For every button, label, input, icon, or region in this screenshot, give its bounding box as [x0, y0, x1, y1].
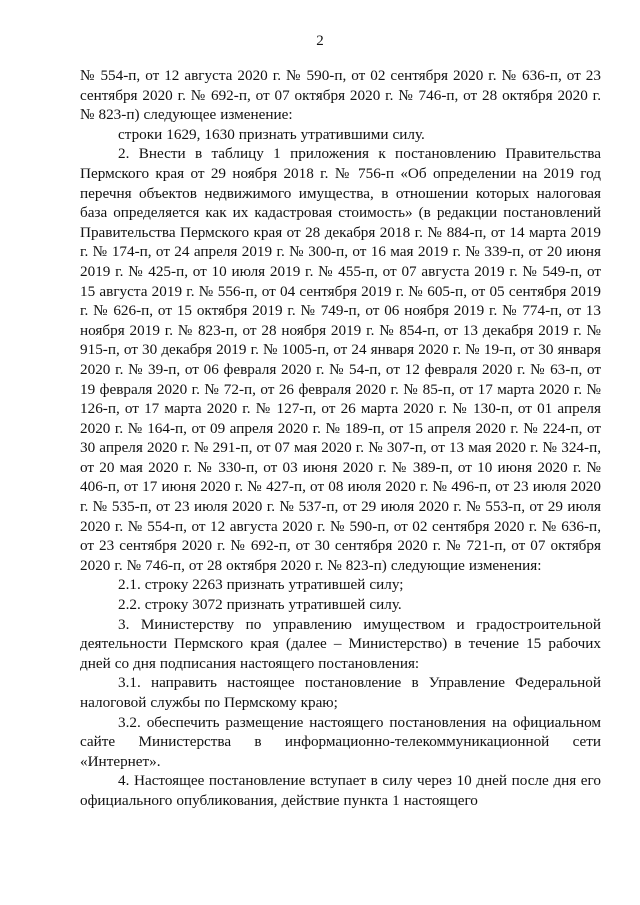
paragraph-item-4: 4. Настоящее постановление вступает в силу через 10 дней после дня его официального опубликования, действие пункта 1 настоящего: [80, 772, 601, 809]
paragraph-item-2: 2. Внести в таблицу 1 приложения к постановлению Правительства Пермского края от 29 ноября 2018 г. № 756-п «Об определении на 2019 год перечня объектов недвижимого имущества, в отношении которых налоговая база определяется как их кадастровая стоимость» (в редакции постановлений Правительства Пермского края от 28 декабря 2018 г. № 884-п, от 14 марта 2019 г. № 174-п, от 24 апреля 2019 г. № 300-п, от 16 мая 2019 г. № 339-п, от 20 июня 2019 г. № 425-п, от 10 июля 2019 г. № 455-п, от 07 августа 2019 г. № 549-п, от 15 августа 2019 г. № 556-п, от 04 сентября 2019 г. № 605-п, от 05 сентября 2019 г. № 626-п, от 15 октября 2019 г. № 749-п, от 06 ноября 2019 г. № 774-п, от 13 ноября 2019 г. № 823-п, от 28 ноября 2019 г. № 854-п, от 13 декабря 2019 г. № 915-п, от 30 декабря 2019 г. № 1005-п, от 24 января 2020 г. № 19-п, от 30 января 2020 г. № 39-п, от 06 февраля 2020 г. № 54-п, от 12 февраля 2020 г. № 63-п, от 19 февраля 2020 г. № 72-п, от 26 февраля 2020 г. № 85-п, от 17 марта 2020 г. № 126-п, от 17 марта 2020 г. № 127-п, от 26 марта 2020 г. № 130-п, от 01 апреля 2020 г. № 164-п, от 09 апреля 2020 г. № 189-п, от 15 апреля 2020 г. № 224-п, от 30 апреля 2020 г. № 291-п, от 07 мая 2020 г. № 307-п, от 13 мая 2020 г. № 324-п, от 20 мая 2020 г. № 330-п, от 03 июня 2020 г. № 389-п, от 10 июня 2020 г. № 406-п, от 17 июня 2020 г. № 427-п, от 08 июля 2020 г. № 496-п, от 23 июля 2020 г. № 535-п, от 23 июля 2020 г. № 537-п, от 29 июля 2020 г. № 553-п, от 29 июля 2020 г. № 554-п, от 12 августа 2020 г. № 590-п, от 02 сентября 2020 г. № 636-п, от 23 сентября 2020 г. № 692-п, от 30 сентября 2020 г. № 721-п, от 07 октября 2020 г. № 746-п, от 28 октября 2020 г. № 823-п) следующие изменения:: [80, 145, 601, 574]
paragraph-continuation: № 554-п, от 12 августа 2020 г. № 590-п, от 02 сентября 2020 г. № 636-п, от 23 сентября 2020 г. № 692-п, от 07 октября 2020 г. № 746-п, от 28 октября 2020 г. № 823-п) следующее изменение:: [80, 67, 601, 124]
paragraph-lines-1629-1630: строки 1629, 1630 признать утратившими силу.: [118, 125, 425, 143]
paragraph-item-2-2: 2.2. строку 3072 признать утратившей силу.: [118, 596, 402, 614]
paragraph-item-2-1: 2.1. строку 2263 признать утратившей силу;: [118, 576, 404, 594]
document-body: [80, 66, 601, 811]
page-number: 2: [316, 33, 324, 49]
paragraph-item-3: 3. Министерству по управлению имуществом и градостроительной деятельности Пермского края (далее – Министерство) в течение 15 рабочих дней со дня подписания настоящего постановления:: [80, 615, 601, 672]
paragraph-item-3-1: 3.1. направить настоящее постановление в Управление Федеральной налоговой службы по Пермскому краю;: [80, 674, 601, 711]
paragraph-item-3-2: 3.2. обеспечить размещение настоящего постановления на официальном сайте Министерства в информационно-телекоммуникационной сети «Интернет».: [80, 713, 601, 770]
